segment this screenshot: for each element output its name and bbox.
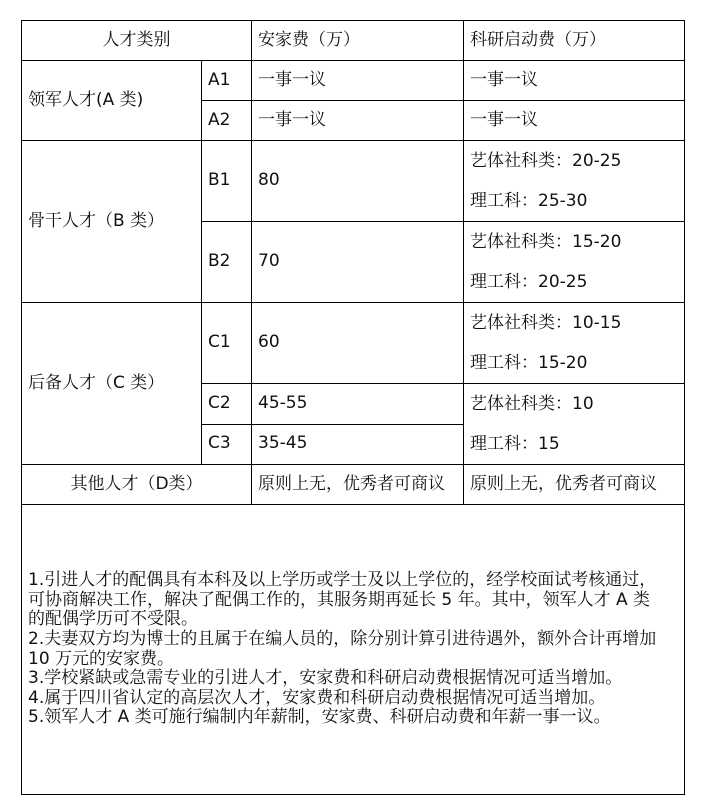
header-category: 人才类别: [22, 21, 252, 61]
research-cell: 一事一议: [464, 61, 685, 101]
settling-cell: 35-45: [252, 424, 464, 465]
settling-cell: 60: [252, 303, 464, 384]
note-line: 5.领军人才 A 类可施行编制内年薪制，安家费、科研启动费和年薪一事一议。: [28, 707, 611, 728]
research-cell: [464, 141, 685, 222]
settling-cell: 70: [252, 222, 464, 303]
group-c-name: 后备人才（C 类）: [22, 303, 202, 465]
settling-cell: 一事一议: [252, 101, 464, 141]
table-row: [22, 465, 685, 505]
settling-cell: 45-55: [252, 384, 464, 425]
research-sci: 理工科：25-30: [470, 191, 588, 211]
research-cell: [464, 384, 685, 465]
header-settling-fee: 安家费（万）: [252, 21, 464, 61]
table-row: [22, 61, 685, 101]
note-line: 3.学校紧缺或急需专业的引进人才，安家费和科研启动费根据情况可适当增加。: [28, 668, 623, 689]
header-research-fee: 科研启动费（万）: [464, 21, 685, 61]
note-line: 4.属于四川省认定的高层次人才，安家费和科研启动费根据情况可适当增加。: [28, 687, 606, 708]
notes-row: [22, 505, 685, 795]
group-b-name: 骨干人才（B 类）: [22, 141, 202, 303]
row-code: C2: [202, 384, 252, 425]
research-arts: 艺体社科类：20-25: [470, 151, 622, 171]
settling-cell: 原则上无，优秀者可商议: [252, 465, 464, 505]
note-line: 的配偶学历可不受限。: [28, 609, 198, 630]
row-code: B2: [202, 222, 252, 303]
row-code: C3: [202, 424, 252, 465]
table-row: [22, 141, 685, 222]
research-cell: [464, 222, 685, 303]
group-a-name: 领军人才(A 类): [22, 61, 202, 141]
talent-table: [21, 20, 685, 795]
research-sci: 理工科：15: [470, 434, 560, 454]
table-row: [22, 303, 685, 384]
note-line: 1.引进人才的配偶具有本科及以上学历或学士及以上学位的，经学校面试考核通过，: [28, 570, 657, 591]
research-sci: 理工科：20-25: [470, 272, 588, 292]
research-cell: 一事一议: [464, 101, 685, 141]
settling-cell: 一事一议: [252, 61, 464, 101]
note-line: 10 万元的安家费。: [28, 648, 175, 669]
row-code: A1: [202, 61, 252, 101]
research-cell: [464, 303, 685, 384]
research-arts: 艺体社科类：15-20: [470, 232, 622, 252]
research-sci: 理工科：15-20: [470, 353, 588, 373]
settling-cell: 80: [252, 141, 464, 222]
note-line: 2.夫妻双方均为博士的且属于在编人员的，除分别计算引进待遇外，额外合计再增加: [28, 628, 657, 649]
row-code: A2: [202, 101, 252, 141]
research-cell: 原则上无，优秀者可商议: [464, 465, 685, 505]
header-row: [22, 21, 685, 61]
row-code: B1: [202, 141, 252, 222]
row-code: C1: [202, 303, 252, 384]
group-d-name: 其他人才（D类）: [22, 465, 252, 505]
note-line: 可协商解决工作，解决了配偶工作的，其服务期再延长 5 年。其中，领军人才 A 类: [28, 589, 651, 610]
research-arts: 艺体社科类：10: [470, 394, 594, 414]
notes-cell: [22, 505, 685, 795]
research-arts: 艺体社科类：10-15: [470, 313, 622, 333]
